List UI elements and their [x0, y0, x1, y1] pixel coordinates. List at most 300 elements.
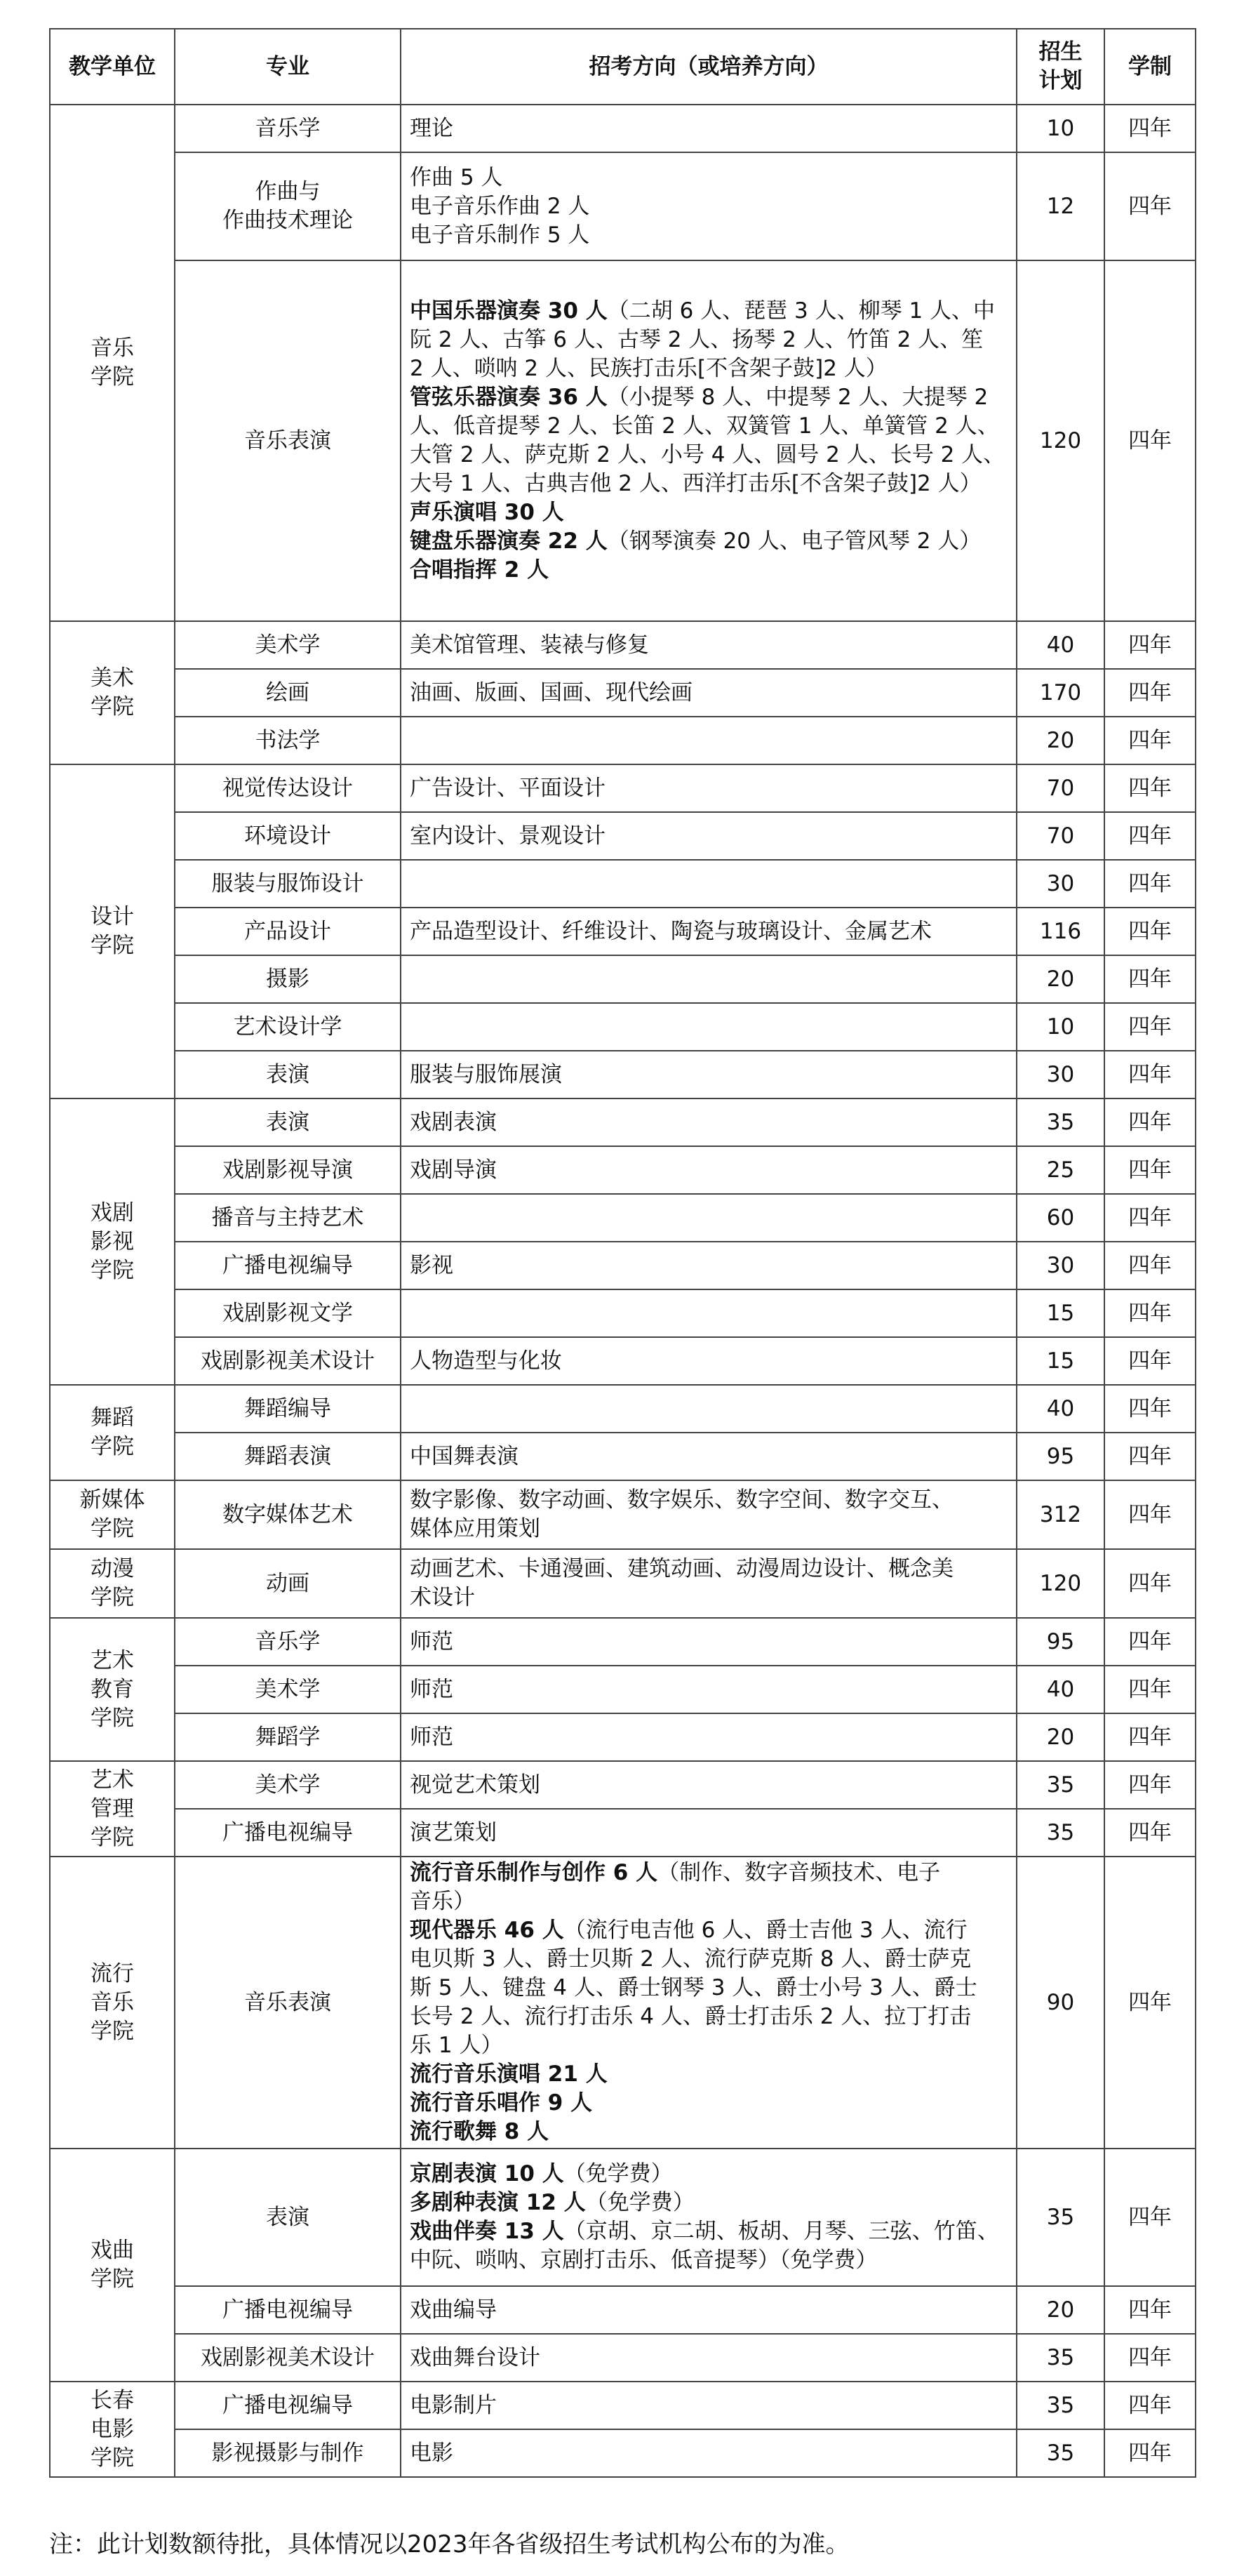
major-name-line: 书法学 — [255, 727, 321, 753]
direction-cell — [401, 2382, 1017, 2429]
duration-cell: 四年 — [1104, 105, 1196, 152]
direction-line — [410, 2031, 1008, 2060]
direction-text: 戏曲舞台设计 — [410, 2344, 540, 2370]
direction-text: 电子音乐制作 5 人 — [410, 222, 590, 248]
direction-line — [410, 1108, 1008, 1137]
table-row — [50, 152, 1196, 260]
teaching-unit-cell — [50, 1761, 175, 1857]
direction-line — [410, 1974, 1008, 2003]
teaching-unit-name-line: 学院 — [91, 1824, 134, 1850]
teaching-unit-name-line: 动漫 — [91, 1556, 134, 1581]
table-row — [50, 764, 1196, 812]
major-name-line: 作曲技术理论 — [222, 208, 353, 233]
teaching-unit-name-line: 艺术 — [91, 1647, 134, 1673]
direction-cell — [401, 2149, 1017, 2286]
direction-cell — [401, 1761, 1017, 1809]
duration-cell: 四年 — [1104, 1549, 1196, 1618]
plan-count-cell: 95 — [1017, 1433, 1104, 1480]
direction-cell — [401, 1549, 1017, 1618]
direction-line — [410, 1945, 1008, 1974]
major-name-line: 音乐表演 — [244, 1989, 331, 2015]
direction-text: 大号 1 人、古典吉他 2 人、西洋打击乐[不含架子鼓]2 人） — [410, 471, 982, 496]
major-cell — [175, 1480, 401, 1549]
plan-count-cell: 35 — [1017, 2149, 1104, 2286]
teaching-unit-cell — [50, 2149, 175, 2382]
major-cell — [175, 260, 401, 621]
teaching-unit-name-line: 学院 — [91, 2018, 134, 2044]
major-name-line: 戏剧影视导演 — [222, 1157, 353, 1183]
major-cell — [175, 1713, 401, 1761]
direction-line — [410, 917, 1008, 946]
major-name-line: 数字媒体艺术 — [222, 1501, 353, 1527]
major-name-line: 音乐学 — [255, 115, 321, 141]
teaching-unit-cell — [50, 1098, 175, 1385]
duration-cell: 四年 — [1104, 260, 1196, 621]
major-cell — [175, 1051, 401, 1098]
direction-text: 影视 — [410, 1252, 453, 1278]
table-row — [50, 1480, 1196, 1549]
plan-count-cell: 70 — [1017, 812, 1104, 860]
teaching-unit-name-line: 音乐 — [91, 1989, 134, 2015]
duration-cell: 四年 — [1104, 2382, 1196, 2429]
teaching-unit-cell — [50, 105, 175, 621]
direction-cell — [401, 908, 1017, 955]
direction-line — [410, 527, 1008, 556]
header-major: 专业 — [175, 29, 401, 105]
teaching-unit-name-line: 设计 — [91, 904, 134, 929]
header-direction: 招考方向（或培养方向） — [401, 29, 1017, 105]
plan-count-cell: 35 — [1017, 2334, 1104, 2382]
duration-cell: 四年 — [1104, 1337, 1196, 1385]
teaching-unit-name-line: 美术 — [91, 665, 134, 691]
major-cell — [175, 1618, 401, 1666]
plan-count-cell: 35 — [1017, 1098, 1104, 1146]
major-name-line: 产品设计 — [244, 918, 331, 944]
table-row — [50, 812, 1196, 860]
table-row — [50, 1857, 1196, 2149]
direction-line — [410, 631, 1008, 660]
table-row — [50, 2429, 1196, 2477]
direction-heading: 流行音乐制作与创作 6 人 — [410, 1860, 658, 1885]
table-row — [50, 717, 1196, 764]
direction-text: 阮 2 人、古筝 6 人、古琴 2 人、扬琴 2 人、竹笛 2 人、笙 — [410, 327, 984, 352]
teaching-unit-name-line: 学院 — [91, 2266, 134, 2292]
major-name-line: 影视摄影与制作 — [211, 2440, 364, 2466]
plan-count-cell: 25 — [1017, 1146, 1104, 1194]
table-row — [50, 860, 1196, 908]
plan-count-cell: 120 — [1017, 1549, 1104, 1618]
major-cell — [175, 764, 401, 812]
major-name-line: 绘画 — [266, 679, 309, 705]
direction-line — [410, 412, 1008, 441]
table-row — [50, 1761, 1196, 1809]
major-cell — [175, 621, 401, 669]
direction-cell — [401, 1242, 1017, 1289]
teaching-unit-cell — [50, 1618, 175, 1761]
major-name-line: 广播电视编导 — [222, 2392, 353, 2418]
teaching-unit-name-line: 学院 — [91, 1434, 134, 1459]
major-name-line: 服装与服饰设计 — [211, 870, 364, 896]
direction-line — [410, 383, 1008, 412]
direction-text: 戏曲编导 — [410, 2297, 497, 2323]
major-name-line: 舞蹈编导 — [244, 1395, 331, 1421]
duration-cell: 四年 — [1104, 669, 1196, 717]
plan-count-cell: 15 — [1017, 1289, 1104, 1337]
major-name-line: 音乐表演 — [244, 427, 331, 453]
table-row — [50, 1337, 1196, 1385]
plan-count-cell: 30 — [1017, 1051, 1104, 1098]
direction-line — [410, 1486, 1008, 1515]
plan-count-cell: 35 — [1017, 2429, 1104, 2477]
direction-line — [410, 2296, 1008, 2325]
plan-count-cell: 35 — [1017, 2382, 1104, 2429]
direction-line — [410, 2003, 1008, 2031]
major-name-line: 音乐学 — [255, 1628, 321, 1654]
direction-cell — [401, 717, 1017, 764]
major-name-line: 艺术设计学 — [233, 1014, 342, 1040]
direction-text: 视觉艺术策划 — [410, 1772, 540, 1798]
direction-text: 演艺策划 — [410, 1819, 497, 1845]
plan-count-cell: 20 — [1017, 2286, 1104, 2334]
table-row — [50, 1242, 1196, 1289]
duration-cell: 四年 — [1104, 1385, 1196, 1433]
duration-cell: 四年 — [1104, 1857, 1196, 2149]
duration-cell: 四年 — [1104, 1289, 1196, 1337]
direction-cell — [401, 1337, 1017, 1385]
duration-cell: 四年 — [1104, 1051, 1196, 1098]
table-row — [50, 2149, 1196, 2286]
direction-text: 作曲 5 人 — [410, 164, 503, 190]
plan-count-cell: 12 — [1017, 152, 1104, 260]
plan-count-cell: 40 — [1017, 1666, 1104, 1713]
duration-cell: 四年 — [1104, 1433, 1196, 1480]
direction-cell — [401, 1713, 1017, 1761]
duration-cell: 四年 — [1104, 1480, 1196, 1549]
direction-text: 人物造型与化妆 — [410, 1348, 562, 1374]
direction-cell — [401, 2429, 1017, 2477]
direction-text: 电子音乐作曲 2 人 — [410, 193, 590, 219]
duration-cell: 四年 — [1104, 1713, 1196, 1761]
major-name-line: 表演 — [266, 1109, 309, 1135]
major-cell — [175, 1385, 401, 1433]
duration-cell: 四年 — [1104, 1194, 1196, 1242]
direction-text: 师范 — [410, 1676, 453, 1702]
direction-text: 师范 — [410, 1724, 453, 1750]
direction-line — [410, 2246, 1008, 2275]
direction-text: 长号 2 人、流行打击乐 4 人、爵士打击乐 2 人、拉丁打击 — [410, 2004, 972, 2029]
teaching-unit-name-line: 学院 — [91, 1516, 134, 1541]
table-row — [50, 1051, 1196, 1098]
table-row — [50, 955, 1196, 1003]
major-name-line: 美术学 — [255, 632, 321, 658]
teaching-unit-name-line: 影视 — [91, 1228, 134, 1254]
plan-count-cell: 90 — [1017, 1857, 1104, 2149]
direction-text: 媒体应用策划 — [410, 1516, 540, 1541]
direction-cell — [401, 1385, 1017, 1433]
direction-text: （钢琴演奏 20 人、电子管风琴 2 人） — [607, 529, 982, 554]
direction-line — [410, 164, 1008, 192]
teaching-unit-name-line: 学院 — [91, 2445, 134, 2471]
table-row — [50, 1549, 1196, 1618]
teaching-unit-name-line: 新媒体 — [79, 1487, 145, 1513]
major-name-line: 广播电视编导 — [222, 2297, 353, 2323]
table-row — [50, 1194, 1196, 1242]
direction-cell — [401, 669, 1017, 717]
major-name-line: 动画 — [266, 1570, 309, 1596]
plan-count-cell: 120 — [1017, 260, 1104, 621]
teaching-unit-cell — [50, 1480, 175, 1549]
direction-line — [410, 2217, 1008, 2246]
direction-cell — [401, 955, 1017, 1003]
direction-line — [410, 1515, 1008, 1543]
direction-text: 美术馆管理、装裱与修复 — [410, 632, 649, 658]
major-cell — [175, 2149, 401, 2286]
major-cell — [175, 1242, 401, 1289]
major-name-line: 戏剧影视文学 — [222, 1300, 353, 1326]
direction-text: （小提琴 8 人、中提琴 2 人、大提琴 2 — [607, 385, 989, 410]
major-cell — [175, 669, 401, 717]
enrollment-plan-table — [49, 28, 1196, 2478]
duration-cell: 四年 — [1104, 860, 1196, 908]
direction-cell — [401, 105, 1017, 152]
direction-text: 电贝斯 3 人、爵士贝斯 2 人、流行萨克斯 8 人、爵士萨克 — [410, 1946, 972, 1972]
direction-cell — [401, 260, 1017, 621]
direction-line — [410, 1859, 1008, 1887]
major-cell — [175, 1194, 401, 1242]
duration-cell: 四年 — [1104, 2149, 1196, 2286]
direction-cell — [401, 1051, 1017, 1098]
direction-text: 电影制片 — [410, 2392, 497, 2418]
direction-text: （流行电吉他 6 人、爵士吉他 3 人、流行 — [563, 1918, 968, 1943]
table-row — [50, 908, 1196, 955]
direction-cell — [401, 860, 1017, 908]
direction-line — [410, 2089, 1008, 2118]
plan-count-cell: 40 — [1017, 621, 1104, 669]
teaching-unit-name-line: 艺术 — [91, 1767, 134, 1793]
major-cell — [175, 1098, 401, 1146]
duration-cell: 四年 — [1104, 1146, 1196, 1194]
duration-cell: 四年 — [1104, 1098, 1196, 1146]
header-years: 学制 — [1104, 29, 1196, 105]
direction-line — [410, 1916, 1008, 1945]
direction-text: 乐 1 人） — [410, 2033, 503, 2058]
teaching-unit-name-line: 音乐 — [91, 336, 134, 361]
major-cell — [175, 1337, 401, 1385]
teaching-unit-name-line: 学院 — [91, 364, 134, 390]
direction-cell — [401, 1194, 1017, 1242]
plan-count-cell: 20 — [1017, 1713, 1104, 1761]
duration-cell: 四年 — [1104, 1003, 1196, 1051]
direction-cell — [401, 1809, 1017, 1857]
direction-text: 2 人、唢呐 2 人、民族打击乐[不含架子鼓]2 人） — [410, 356, 888, 381]
plan-count-cell: 20 — [1017, 955, 1104, 1003]
duration-cell: 四年 — [1104, 2286, 1196, 2334]
major-cell — [175, 812, 401, 860]
direction-heading: 键盘乐器演奏 22 人 — [410, 529, 608, 554]
direction-line — [410, 556, 1008, 585]
major-cell — [175, 1549, 401, 1618]
table-row — [50, 105, 1196, 152]
direction-heading: 中国乐器演奏 30 人 — [410, 298, 608, 324]
major-cell — [175, 860, 401, 908]
direction-cell — [401, 1433, 1017, 1480]
teaching-unit-name-line: 学院 — [91, 1705, 134, 1731]
direction-line — [410, 114, 1008, 143]
major-cell — [175, 908, 401, 955]
direction-line — [410, 1771, 1008, 1800]
header-teaching-unit: 教学单位 — [50, 29, 175, 105]
direction-line — [410, 822, 1008, 851]
direction-line — [410, 2189, 1008, 2217]
direction-cell — [401, 621, 1017, 669]
direction-cell — [401, 1289, 1017, 1337]
duration-cell: 四年 — [1104, 812, 1196, 860]
teaching-unit-name-line: 舞蹈 — [91, 1405, 134, 1430]
major-cell — [175, 1666, 401, 1713]
direction-cell — [401, 764, 1017, 812]
direction-line — [410, 1442, 1008, 1471]
direction-line — [410, 1347, 1008, 1376]
table-row — [50, 1098, 1196, 1146]
duration-cell: 四年 — [1104, 2334, 1196, 2382]
duration-cell: 四年 — [1104, 764, 1196, 812]
direction-line — [410, 297, 1008, 326]
duration-cell: 四年 — [1104, 1666, 1196, 1713]
header-plan-line-2: 计划 — [1038, 68, 1083, 93]
header-plan — [1017, 29, 1104, 105]
teaching-unit-name-line: 电影 — [91, 2416, 134, 2442]
direction-line — [410, 2439, 1008, 2468]
major-cell — [175, 1857, 401, 2149]
direction-line — [410, 2160, 1008, 2189]
major-cell — [175, 1761, 401, 1809]
major-cell — [175, 2429, 401, 2477]
direction-heading: 合唱指挥 2 人 — [410, 557, 549, 583]
plan-count-cell: 70 — [1017, 764, 1104, 812]
major-name-line: 视觉传达设计 — [222, 775, 353, 801]
teaching-unit-name-line: 戏剧 — [91, 1200, 134, 1226]
major-name-line: 广播电视编导 — [222, 1252, 353, 1278]
direction-text: 术设计 — [410, 1585, 475, 1610]
teaching-unit-name-line: 学院 — [91, 1585, 134, 1610]
table-row — [50, 1666, 1196, 1713]
major-cell — [175, 105, 401, 152]
direction-line — [410, 1887, 1008, 1916]
direction-text: 戏剧导演 — [410, 1157, 497, 1183]
duration-cell: 四年 — [1104, 1809, 1196, 1857]
table-row — [50, 2286, 1196, 2334]
major-name-line: 舞蹈学 — [255, 1724, 321, 1750]
direction-heading: 戏曲伴奏 13 人 — [410, 2219, 564, 2244]
direction-text: 电影 — [410, 2440, 453, 2466]
direction-line — [410, 1584, 1008, 1612]
direction-line — [410, 1061, 1008, 1089]
table-row — [50, 1433, 1196, 1480]
major-cell — [175, 717, 401, 764]
teaching-unit-name-line: 学院 — [91, 694, 134, 719]
duration-cell: 四年 — [1104, 1242, 1196, 1289]
direction-heading: 管弦乐器演奏 36 人 — [410, 385, 608, 410]
direction-line — [410, 354, 1008, 383]
teaching-unit-name-line: 管理 — [91, 1795, 134, 1821]
major-name-line: 广播电视编导 — [222, 1819, 353, 1845]
plan-count-cell: 312 — [1017, 1480, 1104, 1549]
major-name-line: 环境设计 — [244, 823, 331, 849]
table-row — [50, 1618, 1196, 1666]
table-row — [50, 1809, 1196, 1857]
footnote: 注：此计划数额待批，具体情况以2023年各省级招生考试机构公布的为准。 — [49, 2530, 850, 2558]
direction-line — [410, 326, 1008, 354]
major-name-line: 舞蹈表演 — [244, 1443, 331, 1469]
teaching-unit-cell — [50, 1385, 175, 1480]
table-row — [50, 1289, 1196, 1337]
direction-text: 室内设计、景观设计 — [410, 823, 606, 849]
direction-line — [410, 2344, 1008, 2372]
table-row — [50, 621, 1196, 669]
direction-cell — [401, 1003, 1017, 1051]
direction-text: （二胡 6 人、琵琶 3 人、柳琴 1 人、中 — [607, 298, 996, 324]
direction-heading: 多剧种表演 12 人 — [410, 2190, 586, 2215]
teaching-unit-name-line: 戏曲 — [91, 2238, 134, 2263]
table-row — [50, 1003, 1196, 1051]
major-cell — [175, 2382, 401, 2429]
direction-text: 广告设计、平面设计 — [410, 775, 606, 801]
direction-line — [410, 679, 1008, 708]
duration-cell: 四年 — [1104, 1761, 1196, 1809]
direction-text: （免学费） — [563, 2161, 673, 2186]
plan-count-cell: 10 — [1017, 1003, 1104, 1051]
direction-heading: 流行歌舞 8 人 — [410, 2119, 549, 2144]
plan-count-cell: 35 — [1017, 1761, 1104, 1809]
table-body — [50, 105, 1196, 2477]
direction-cell — [401, 1618, 1017, 1666]
direction-text: （制作、数字音频技术、电子 — [657, 1860, 941, 1885]
direction-cell — [401, 1666, 1017, 1713]
direction-line — [410, 1675, 1008, 1704]
direction-cell — [401, 812, 1017, 860]
direction-text: （免学费） — [585, 2190, 695, 2215]
direction-cell — [401, 1480, 1017, 1549]
major-name-line: 表演 — [266, 1061, 309, 1087]
direction-line — [410, 1628, 1008, 1657]
plan-count-cell: 95 — [1017, 1618, 1104, 1666]
teaching-unit-name-line: 教育 — [91, 1676, 134, 1702]
plan-count-cell: 30 — [1017, 1242, 1104, 1289]
major-name-line: 播音与主持艺术 — [211, 1204, 364, 1230]
duration-cell: 四年 — [1104, 908, 1196, 955]
major-cell — [175, 955, 401, 1003]
teaching-unit-cell — [50, 2382, 175, 2477]
duration-cell: 四年 — [1104, 717, 1196, 764]
direction-text: 动画艺术、卡通漫画、建筑动画、动漫周边设计、概念美 — [410, 1556, 954, 1581]
direction-text: 产品造型设计、纤维设计、陶瓷与玻璃设计、金属艺术 — [410, 918, 932, 944]
direction-line — [410, 2391, 1008, 2420]
table-row — [50, 2382, 1196, 2429]
plan-count-cell: 10 — [1017, 105, 1104, 152]
direction-cell — [401, 1146, 1017, 1194]
direction-cell — [401, 2286, 1017, 2334]
major-name-line: 作曲与 — [255, 179, 321, 204]
direction-text: 油画、版画、国画、现代绘画 — [410, 679, 693, 705]
direction-line — [410, 1555, 1008, 1584]
direction-text: 中阮、唢呐、京剧打击乐、低音提琴）（免学费） — [410, 2248, 878, 2273]
plan-count-cell: 30 — [1017, 860, 1104, 908]
table-row — [50, 1713, 1196, 1761]
direction-heading: 流行音乐演唱 21 人 — [410, 2062, 608, 2087]
direction-cell — [401, 1098, 1017, 1146]
direction-line — [410, 2118, 1008, 2146]
major-name-line: 表演 — [266, 2204, 309, 2230]
